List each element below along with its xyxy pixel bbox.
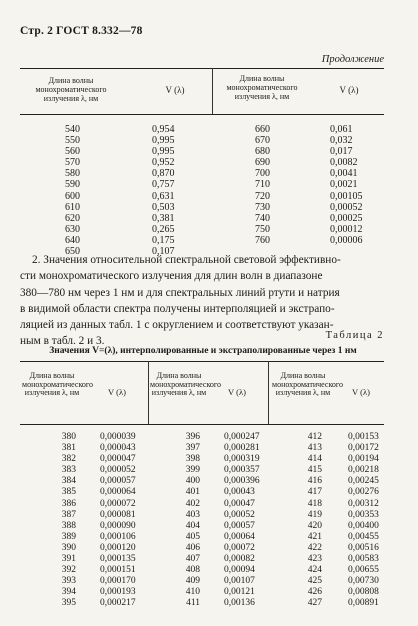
table1-right-v-column xyxy=(330,124,385,246)
table2-caption: Значения V=(λ), интерполированные и экстраполированные через 1 нм xyxy=(49,346,357,356)
table2-g3-v-column xyxy=(348,432,394,610)
table-cell: 386 xyxy=(61,498,76,509)
table-cell: 382 xyxy=(61,454,76,465)
table2-g1-v-header: V (λ) xyxy=(108,387,126,397)
table-cell: 0,000135 xyxy=(100,554,136,565)
table-cell: 0,000090 xyxy=(100,520,136,531)
table-cell: 690 xyxy=(255,157,270,169)
table-cell: 0,00730 xyxy=(348,576,379,587)
table-cell: 0,757 xyxy=(152,179,175,191)
table-cell: 620 xyxy=(65,212,80,224)
table-cell: 0,000039 xyxy=(100,432,136,442)
table-cell: 401 xyxy=(185,487,200,498)
table-cell: 0,00107 xyxy=(224,576,255,587)
table-cell: 0,00400 xyxy=(348,520,379,531)
table-cell: 0,175 xyxy=(152,234,175,246)
table-cell: 0,00025 xyxy=(330,212,363,224)
table-cell: 0,00312 xyxy=(348,498,379,509)
table1-right-v-header: V (λ) xyxy=(339,85,359,95)
table-cell: 413 xyxy=(307,443,322,454)
table-cell: 384 xyxy=(61,476,76,487)
table-cell: 700 xyxy=(255,168,270,180)
table-cell: 650 xyxy=(65,246,80,258)
table-cell: 610 xyxy=(65,201,80,213)
table-cell: 422 xyxy=(307,542,322,553)
table2-g3-wavelength-header: Длина волны монохроматического излучения λ, нм xyxy=(272,371,344,398)
table-cell: 412 xyxy=(307,432,322,442)
table-cell: 404 xyxy=(185,520,200,531)
table-cell: 388 xyxy=(61,520,76,531)
table-cell: 0,00064 xyxy=(224,531,255,542)
table-cell: 0,000064 xyxy=(100,487,136,498)
table-cell: 0,000281 xyxy=(224,443,260,454)
table-cell: 399 xyxy=(185,465,200,476)
table-cell: 0,0021 xyxy=(330,179,358,191)
table2-divider-2 xyxy=(268,361,269,424)
paragraph-line: 2. Значения относительной спектральной световой эффективно- xyxy=(32,254,341,266)
table2-label: Таблица 2 xyxy=(325,330,384,341)
table-cell: 640 xyxy=(65,234,80,246)
table-cell: 0,503 xyxy=(152,201,175,213)
table1-right-wavelength-column xyxy=(240,124,270,246)
table-cell: 416 xyxy=(307,476,322,487)
table-cell: 550 xyxy=(65,135,80,147)
table-cell: 387 xyxy=(61,509,76,520)
table-cell: 0,00094 xyxy=(224,565,255,576)
table-cell: 381 xyxy=(61,443,76,454)
table-cell: 0,000319 xyxy=(224,454,260,465)
table-cell: 402 xyxy=(185,498,200,509)
table-cell: 391 xyxy=(61,554,76,565)
table-cell: 540 xyxy=(65,124,80,135)
table-cell: 426 xyxy=(307,587,322,598)
table-cell: 590 xyxy=(65,179,80,191)
table-cell: 0,00891 xyxy=(348,598,379,609)
table-cell: 383 xyxy=(61,465,76,476)
table1-right-wavelength-header: Длина волны монохроматического излучения λ, нм xyxy=(226,74,298,101)
table-cell: 0,00172 xyxy=(348,443,379,454)
table-cell: 0,000081 xyxy=(100,509,136,520)
table-cell: 0,061 xyxy=(330,124,353,135)
table-cell: 406 xyxy=(185,542,200,553)
table-cell: 580 xyxy=(65,168,80,180)
paragraph-line: ным в табл. 2 и 3. xyxy=(20,335,105,348)
table-cell: 670 xyxy=(255,135,270,147)
table-cell: 0,952 xyxy=(152,157,175,169)
table-cell: 0,0041 xyxy=(330,168,358,180)
paragraph-line: ляцией из данных табл. 1 с округлением и соответствуют указан- xyxy=(20,319,334,332)
table-cell: 0,954 xyxy=(152,124,175,135)
table-cell: 0,000057 xyxy=(100,476,136,487)
table-cell: 760 xyxy=(255,234,270,246)
table-cell: 389 xyxy=(61,531,76,542)
table-cell: 400 xyxy=(185,476,200,487)
table-cell: 408 xyxy=(185,565,200,576)
table-cell: 392 xyxy=(61,565,76,576)
table-cell: 0,00245 xyxy=(348,476,379,487)
table-cell: 395 xyxy=(61,598,76,609)
table-cell: 0,631 xyxy=(152,190,175,202)
table-cell: 380 xyxy=(61,432,76,442)
table-cell: 560 xyxy=(65,146,80,158)
table2-divider-1 xyxy=(148,361,149,424)
table-cell: 414 xyxy=(307,454,322,465)
table-cell: 409 xyxy=(185,576,200,587)
table-cell: 720 xyxy=(255,190,270,202)
table-cell: 740 xyxy=(255,212,270,224)
table-cell: 421 xyxy=(307,531,322,542)
table2-g2-v-column xyxy=(224,432,270,610)
table-cell: 0,00047 xyxy=(224,498,255,509)
table-cell: 0,00153 xyxy=(348,432,379,442)
table-cell: 390 xyxy=(61,542,76,553)
table-cell: 419 xyxy=(307,509,322,520)
table1-left-wavelength-header: Длина волны монохроматического излучения λ, нм xyxy=(35,76,107,103)
table-cell: 730 xyxy=(255,201,270,213)
table-cell: 393 xyxy=(61,576,76,587)
table2-g1-wavelength-column xyxy=(50,432,76,610)
table-cell: 0,00516 xyxy=(348,542,379,553)
table2-g2-wavelength-column xyxy=(174,432,200,610)
table-cell: 397 xyxy=(185,443,200,454)
table-cell: 0,00105 xyxy=(330,190,363,202)
table-cell: 0,000357 xyxy=(224,465,260,476)
table-cell: 0,000072 xyxy=(100,498,136,509)
table-cell: 411 xyxy=(186,598,200,609)
table-cell: 0,032 xyxy=(330,135,353,147)
table1-left-wavelength-column xyxy=(50,124,80,257)
table-cell: 417 xyxy=(307,487,322,498)
table-cell: 424 xyxy=(307,565,322,576)
table-cell: 0,381 xyxy=(152,212,175,224)
table-cell: 385 xyxy=(61,487,76,498)
table2-g2-v-header: V (λ) xyxy=(228,387,246,397)
table-cell: 0,00043 xyxy=(224,487,255,498)
table-cell: 0,00012 xyxy=(330,223,363,235)
table-cell: 0,000217 xyxy=(100,598,136,609)
table-cell: 0,000047 xyxy=(100,454,136,465)
table-cell: 0,00082 xyxy=(224,554,255,565)
table-cell: 410 xyxy=(185,587,200,598)
table1-left-v-column xyxy=(152,124,207,257)
paragraph-line: в видимой области спектра получены интерполяцией и экстрапо- xyxy=(20,302,335,315)
continuation-label: Продолжение xyxy=(321,54,384,65)
table-cell: 0,00353 xyxy=(348,509,379,520)
table-cell: 0,000396 xyxy=(224,476,260,487)
table-cell: 750 xyxy=(255,223,270,235)
table-cell: 403 xyxy=(185,509,200,520)
table-cell: 680 xyxy=(255,146,270,158)
table-cell: 660 xyxy=(255,124,270,135)
table-cell: 0,000247 xyxy=(224,432,260,442)
paragraph-line: сти монохроматического излучения для длин волн в диапазоне xyxy=(20,270,323,283)
table-cell: 398 xyxy=(185,454,200,465)
table-cell: 0,000106 xyxy=(100,531,136,542)
table2-g3-wavelength-column xyxy=(296,432,322,610)
table-cell: 394 xyxy=(61,587,76,598)
table1-center-divider xyxy=(212,68,213,114)
table-cell: 425 xyxy=(307,576,322,587)
table-cell: 0,00057 xyxy=(224,520,255,531)
table-cell: 423 xyxy=(307,554,322,565)
table-cell: 570 xyxy=(65,157,80,169)
table-cell: 0,000170 xyxy=(100,576,136,587)
table-cell: 0,107 xyxy=(152,246,175,258)
table-cell: 405 xyxy=(185,531,200,542)
table-cell: 407 xyxy=(185,554,200,565)
table-cell: 0,00052 xyxy=(330,201,363,213)
table2-g3-v-header: V (λ) xyxy=(352,387,370,397)
table2-header-rule xyxy=(20,424,384,425)
table2-top-rule xyxy=(20,361,384,362)
table-cell: 600 xyxy=(65,190,80,202)
table-cell: 415 xyxy=(307,465,322,476)
table-cell: 0,870 xyxy=(152,168,175,180)
table-cell: 0,0082 xyxy=(330,157,358,169)
table-cell: 0,00121 xyxy=(224,587,255,598)
table-cell: 0,000193 xyxy=(100,587,136,598)
table-cell: 418 xyxy=(307,498,322,509)
table-cell: 0,00052 xyxy=(224,509,255,520)
table-cell: 0,00006 xyxy=(330,234,363,246)
table-cell: 0,00136 xyxy=(224,598,255,609)
table-cell: 0,000120 xyxy=(100,542,136,553)
table1-top-rule xyxy=(20,68,384,69)
table-cell: 0,00808 xyxy=(348,587,379,598)
table-cell: 0,995 xyxy=(152,135,175,147)
table-cell: 420 xyxy=(307,520,322,531)
table1-header-rule xyxy=(20,114,384,115)
table-cell: 0,265 xyxy=(152,223,175,235)
table-cell: 427 xyxy=(307,598,322,609)
table-cell: 0,017 xyxy=(330,146,353,158)
table-cell: 0,00218 xyxy=(348,465,379,476)
table-cell: 0,995 xyxy=(152,146,175,158)
table-cell: 0,00194 xyxy=(348,454,379,465)
table-cell: 0,00583 xyxy=(348,554,379,565)
table-cell: 0,000151 xyxy=(100,565,136,576)
table-cell: 710 xyxy=(255,179,270,191)
table2-g2-wavelength-header: Длина волны монохроматического излучения λ, нм xyxy=(150,371,222,398)
table1-left-v-header: V (λ) xyxy=(165,85,185,95)
table2-g1-v-column xyxy=(100,432,146,610)
table-cell: 0,000052 xyxy=(100,465,136,476)
table-cell: 0,00455 xyxy=(348,531,379,542)
table-cell: 0,000043 xyxy=(100,443,136,454)
table-cell: 396 xyxy=(185,432,200,442)
table-cell: 0,00072 xyxy=(224,542,255,553)
table-cell: 0,00276 xyxy=(348,487,379,498)
table-cell: 630 xyxy=(65,223,80,235)
table2-g1-wavelength-header: Длина волны монохроматического излучения λ, нм xyxy=(22,371,94,398)
page-header: Стр. 2 ГОСТ 8.332—78 xyxy=(20,25,143,37)
table-cell: 0,00655 xyxy=(348,565,379,576)
paragraph-line: 380—780 нм через 1 нм и для спектральных линий ртути и натрия xyxy=(20,286,340,299)
